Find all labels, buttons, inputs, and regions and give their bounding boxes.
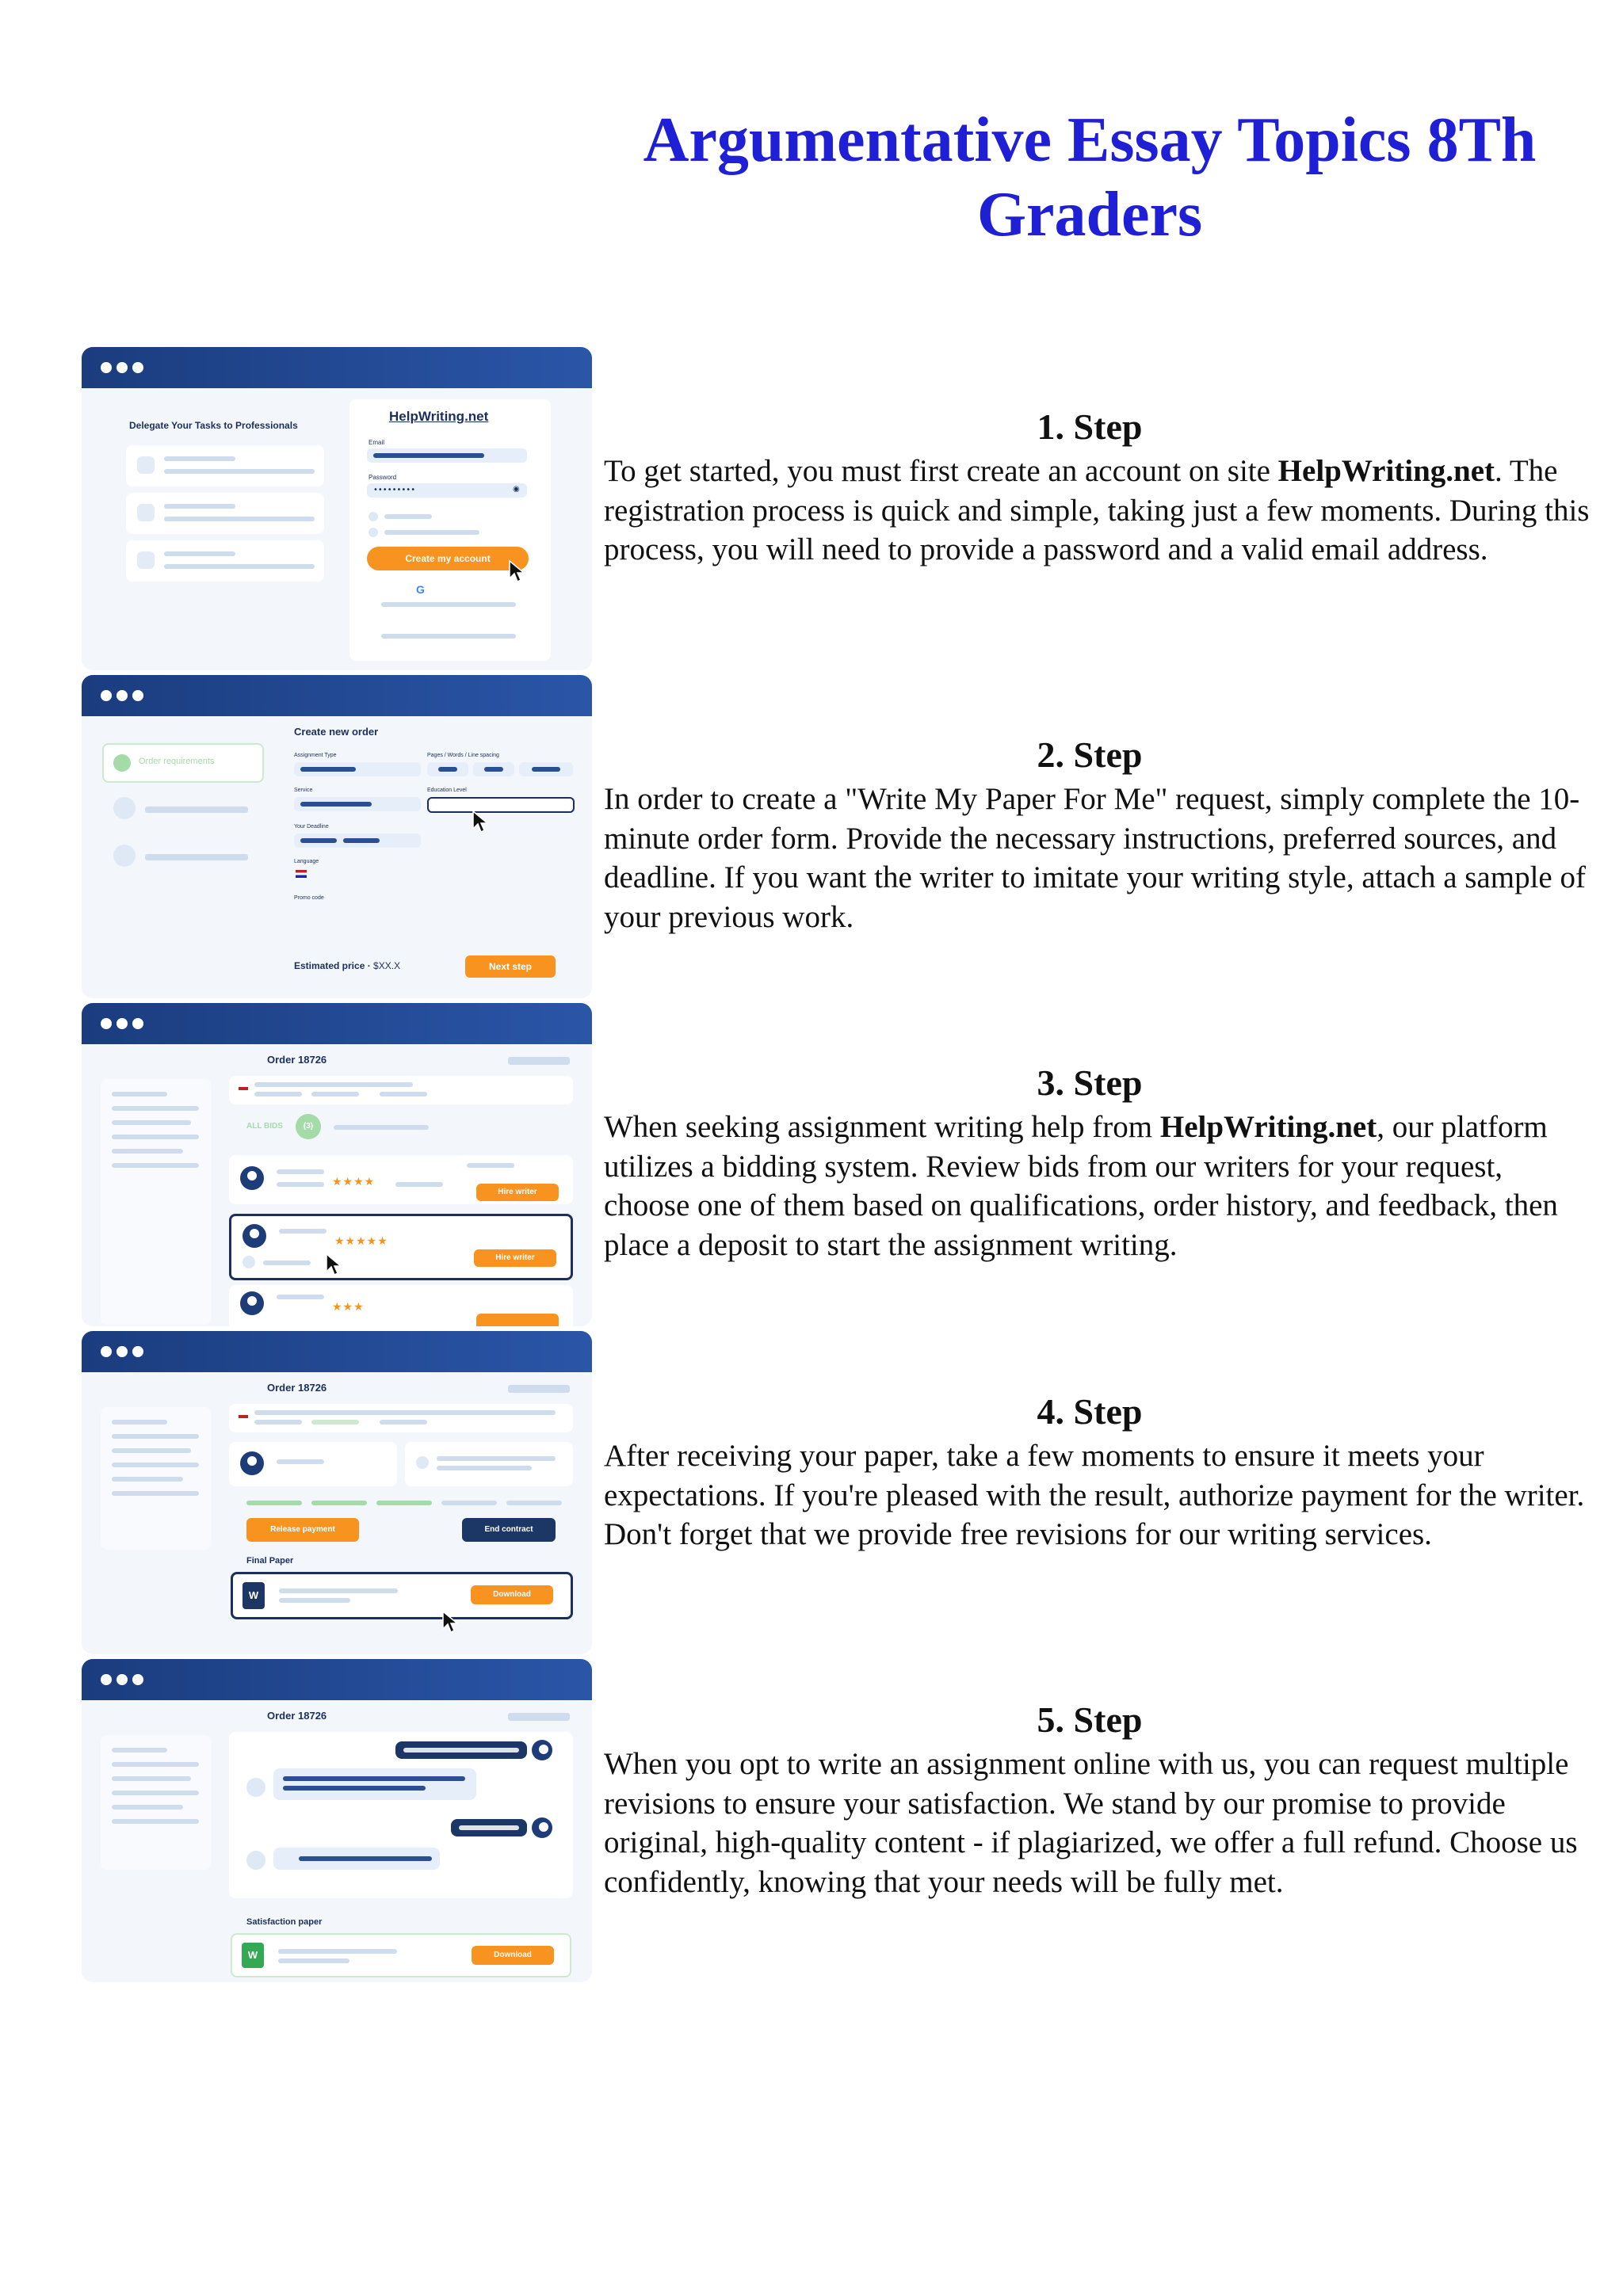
sidebar-step-dot	[113, 797, 136, 819]
order-sidebar	[101, 1735, 212, 1870]
writer-card	[229, 1442, 397, 1486]
step4-screenshot	[82, 1331, 592, 1654]
brand-name: HelpWriting.net	[1159, 1110, 1377, 1144]
panel-heading: Delegate Your Tasks to Professionals	[129, 420, 298, 431]
checkbox[interactable]	[369, 528, 378, 537]
page-title: Argumentative Essay Topics 8Th Graders	[643, 105, 1537, 250]
cursor-icon	[472, 810, 491, 833]
window-dot	[132, 690, 143, 701]
flag-icon	[296, 870, 307, 878]
password-field[interactable]: •••••••••	[367, 483, 527, 498]
bid-card[interactable]	[229, 1285, 573, 1326]
step-description: When you opt to write an assignment online with us, you can request multiple revisions to ensure your satisfaction. We stand by our promise to provide original, high-quality content - if plagiarized, we offer a full refund. Choose us confidently, knowing that your needs will be fully met.	[604, 1747, 1578, 1899]
chat-bubble-incoming	[273, 1768, 476, 1800]
satisfaction-paper-file[interactable]	[231, 1933, 571, 1978]
writer-avatar	[246, 1778, 265, 1797]
check-icon	[113, 754, 131, 772]
bid-card[interactable]	[229, 1155, 573, 1204]
order-form: Create new order Assignment Type Pages / Words / Line spacing Service Education Level Your Deadline Language Promo code Estimated price · $XX.X Next step	[281, 716, 592, 998]
order-number: Order 18726	[267, 1382, 327, 1394]
education-level-select[interactable]	[427, 797, 575, 813]
step5-screenshot	[82, 1659, 592, 1982]
window-dot	[132, 362, 143, 373]
step-title: 2. Step	[1037, 734, 1143, 775]
window-titlebar	[82, 1659, 592, 1700]
file-icon: W	[242, 1943, 264, 1968]
window-dot	[116, 362, 128, 373]
service-select[interactable]	[294, 797, 421, 811]
step1-screenshot	[82, 347, 592, 670]
assignment-type-select[interactable]	[294, 762, 421, 776]
brand-name: HelpWriting.net	[1277, 454, 1495, 488]
cursor-icon	[508, 559, 527, 583]
step-title: 3. Step	[1037, 1062, 1143, 1103]
step-description: In order to create a "Write My Paper For Me" request, simply complete the 10-minute order form. Provide the necessary instructions, preferred sources, and deadline. If you want the writer to imitate your writing style, attach a sample of your previous work.	[604, 782, 1586, 934]
writer-avatar	[242, 1224, 266, 1248]
download-button[interactable]: Download	[471, 1585, 553, 1604]
next-step-button[interactable]: Next step	[465, 955, 556, 978]
window-titlebar	[82, 347, 592, 388]
order-number: Order 18726	[267, 1710, 327, 1722]
chat-bubble-incoming	[273, 1848, 440, 1870]
user-avatar	[532, 1817, 552, 1838]
window-titlebar	[82, 1003, 592, 1044]
chat-bubble-outgoing	[451, 1819, 527, 1836]
window-dot	[116, 1346, 128, 1357]
final-paper-file[interactable]	[231, 1572, 573, 1619]
hire-writer-button[interactable]: Hire writer	[476, 1184, 559, 1201]
window-dot	[116, 690, 128, 701]
window-dot	[101, 1018, 112, 1029]
window-dot	[116, 1674, 128, 1685]
estimated-price-label: Estimated price · $XX.X	[294, 960, 401, 971]
words-field[interactable]	[473, 762, 514, 776]
rating-stars: ★★★	[332, 1301, 365, 1314]
window-dot	[101, 690, 112, 701]
cursor-icon	[325, 1253, 344, 1276]
step2-screenshot	[82, 675, 592, 998]
feature-card	[126, 540, 324, 582]
info-card	[405, 1442, 573, 1486]
window-dot	[116, 1018, 128, 1029]
window-dot	[132, 1674, 143, 1685]
order-sidebar	[101, 1079, 212, 1325]
writer-avatar	[240, 1291, 264, 1315]
rating-stars: ★★★★★	[334, 1235, 388, 1248]
rating-stars: ★★★★	[332, 1176, 376, 1188]
bids-label: ALL BIDS	[246, 1122, 283, 1131]
bids-count-badge: (3)	[296, 1114, 321, 1139]
brand-logo: HelpWriting.net	[389, 409, 489, 424]
step3-screenshot	[82, 1003, 592, 1326]
eye-icon[interactable]: ◉	[513, 485, 520, 494]
deadline-field[interactable]	[294, 833, 421, 848]
feature-card	[126, 493, 324, 534]
step-title: 4. Step	[1037, 1391, 1143, 1432]
window-dot	[101, 1674, 112, 1685]
step-description: When seeking assignment writing help from HelpWriting.net, our platform utilizes a bidding system. Review bids from our writers for your request, choose one of them based on qualifications, order history, and feedback, then place a deposit to start the assignment writing.	[604, 1110, 1558, 1262]
google-icon[interactable]: G	[416, 583, 425, 596]
window-dot	[132, 1018, 143, 1029]
writer-avatar	[240, 1451, 264, 1475]
writer-avatar	[246, 1851, 265, 1870]
pages-field[interactable]	[427, 762, 468, 776]
password-label: Password	[369, 474, 397, 481]
step-title: 5. Step	[1037, 1699, 1143, 1740]
email-label: Email	[369, 439, 385, 446]
order-sidebar	[101, 1407, 212, 1550]
final-paper-label: Final Paper	[246, 1556, 294, 1566]
create-account-button[interactable]: Create my account	[367, 547, 529, 570]
sidebar-step-dot	[113, 845, 136, 867]
chat-bubble-outgoing	[395, 1741, 527, 1759]
feature-card	[126, 445, 324, 486]
spacing-field[interactable]	[519, 762, 573, 776]
window-titlebar	[82, 1331, 592, 1372]
release-payment-button[interactable]: Release payment	[246, 1518, 359, 1542]
cursor-icon	[441, 1610, 460, 1634]
form-heading: Create new order	[294, 726, 379, 738]
step-description: After receiving your paper, take a few moments to ensure it meets your expectations. If you're pleased with the result, authorize payment for the writer. Don't forget that we provide free revisions for our writing services.	[604, 1439, 1585, 1551]
word-file-icon: W	[242, 1582, 265, 1609]
window-dot	[101, 362, 112, 373]
download-button[interactable]: Download	[472, 1946, 554, 1965]
satisfaction-paper-label: Satisfaction paper	[246, 1917, 323, 1927]
step-title: 1. Step	[1037, 406, 1143, 447]
order-summary	[229, 1076, 573, 1104]
order-number: Order 18726	[267, 1054, 327, 1066]
window-dot	[101, 1346, 112, 1357]
signup-card	[349, 399, 551, 661]
writer-avatar	[240, 1166, 264, 1190]
hire-writer-button[interactable]: Hire writer	[474, 1249, 556, 1267]
window-titlebar	[82, 675, 592, 716]
email-field[interactable]	[367, 448, 527, 463]
end-contract-button[interactable]: End contract	[462, 1518, 556, 1542]
order-summary	[229, 1404, 573, 1432]
user-avatar	[532, 1740, 552, 1760]
checkbox[interactable]	[369, 512, 378, 521]
hire-writer-button[interactable]	[476, 1314, 559, 1326]
sidebar-item-order-requirements[interactable]: Order requirements	[102, 743, 264, 783]
window-dot	[132, 1346, 143, 1357]
bid-card-selected[interactable]	[229, 1214, 573, 1280]
step-description: To get started, you must first create an account on site HelpWriting.net. The registration process is quick and simple, taking just a few moments. During this process, you will need to provide a password and a valid email address.	[604, 454, 1590, 566]
